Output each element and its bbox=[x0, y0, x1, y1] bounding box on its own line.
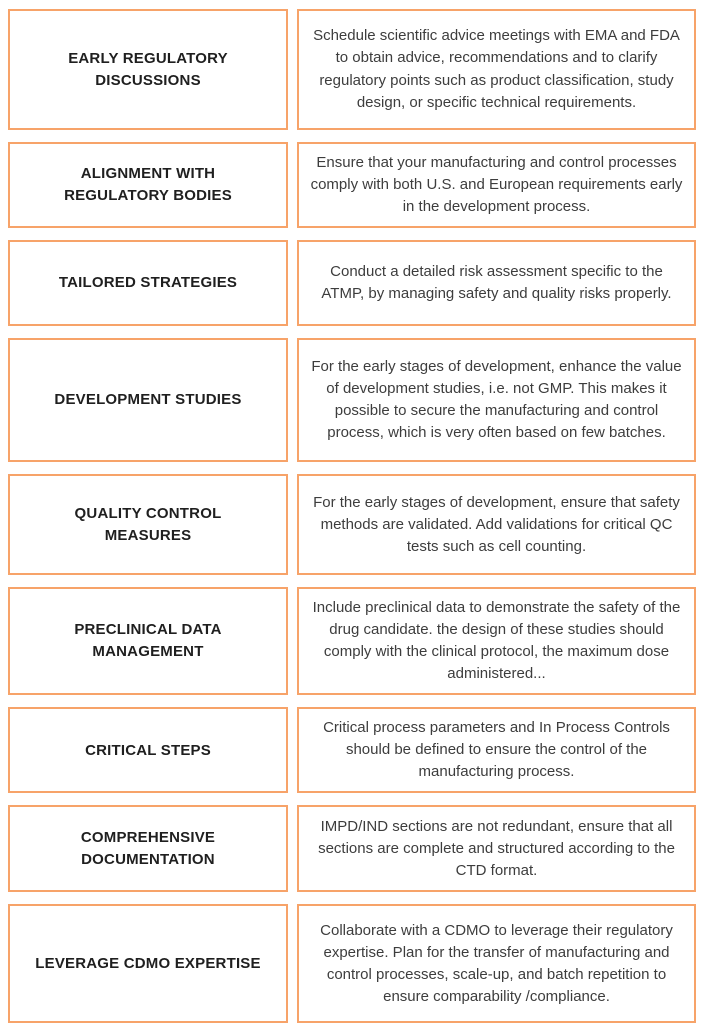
row-title: LEVERAGE CDMO EXPERTISE bbox=[35, 955, 261, 973]
row-title-cell bbox=[8, 338, 288, 462]
row-description: Schedule scientific advice meetings with EMA and FDA to obtain advice, recommendations and to clarify regulatory points such as product classification, study design, or specific technical requirements. bbox=[313, 27, 680, 111]
row-description-cell bbox=[297, 338, 696, 462]
row-description-cell bbox=[297, 805, 696, 892]
row-description: Ensure that your manufacturing and control processes comply with both U.S. and European requirements early in the development process. bbox=[310, 154, 683, 216]
row-title-cell bbox=[8, 904, 288, 1023]
table-row bbox=[8, 338, 696, 462]
row-description: Collaborate with a CDMO to leverage their regulatory expertise. Plan for the transfer of manufacturing and control processes, scale-up, and batch repetition to ensure comparability /compliance. bbox=[320, 921, 673, 1006]
row-description-cell bbox=[297, 240, 696, 326]
table-row bbox=[8, 240, 696, 326]
row-description: For the early stages of development, enhance the value of development studies, i.e. not GMP. This makes it possible to secure the manufacturing and control process, which is very often based on few batches. bbox=[311, 358, 682, 442]
row-title: QUALITY CONTROL MEASURES bbox=[74, 504, 222, 544]
row-description-cell bbox=[297, 9, 696, 130]
row-description-cell bbox=[297, 707, 696, 793]
row-description: IMPD/IND sections are not redundant, ensure that all sections are complete and structured according to the CTD format. bbox=[318, 817, 675, 879]
table-row bbox=[8, 142, 696, 228]
table-row bbox=[8, 904, 696, 1023]
row-description-cell bbox=[297, 142, 696, 228]
row-title-cell bbox=[8, 707, 288, 793]
row-title-cell bbox=[8, 142, 288, 228]
row-title-cell bbox=[8, 587, 288, 695]
table-row bbox=[8, 9, 696, 130]
table-row bbox=[8, 707, 696, 793]
row-title-cell bbox=[8, 805, 288, 892]
row-title: ALIGNMENT WITH REGULATORY BODIES bbox=[64, 165, 232, 205]
table-row bbox=[8, 805, 696, 892]
row-description: Conduct a detailed risk assessment specific to the ATMP, by managing safety and quality risks properly. bbox=[321, 263, 672, 303]
row-description-cell bbox=[297, 587, 696, 695]
row-description: Include preclinical data to demonstrate the safety of the drug candidate. the design of these studies should comply with the clinical protocol, the maximum dose administered... bbox=[312, 599, 681, 683]
row-title: DEVELOPMENT STUDIES bbox=[54, 391, 242, 409]
row-title-cell bbox=[8, 240, 288, 326]
row-title-cell bbox=[8, 474, 288, 575]
row-title: EARLY REGULATORY DISCUSSIONS bbox=[68, 49, 228, 89]
table-row bbox=[8, 474, 696, 575]
row-description-cell bbox=[297, 904, 696, 1023]
row-title: CRITICAL STEPS bbox=[85, 741, 211, 759]
row-title-cell bbox=[8, 9, 288, 130]
row-title: TAILORED STRATEGIES bbox=[58, 274, 238, 292]
row-description: For the early stages of development, ensure that safety methods are validated. Add validations for critical QC tests such as cell counting. bbox=[313, 493, 680, 555]
row-description-cell bbox=[297, 474, 696, 575]
row-title: COMPREHENSIVE DOCUMENTATION bbox=[80, 829, 216, 868]
table-row bbox=[8, 587, 696, 695]
row-title: PRECLINICAL DATA MANAGEMENT bbox=[74, 621, 222, 661]
row-description: Critical process parameters and In Process Controls should be defined to ensure the control of the manufacturing process. bbox=[323, 719, 670, 781]
